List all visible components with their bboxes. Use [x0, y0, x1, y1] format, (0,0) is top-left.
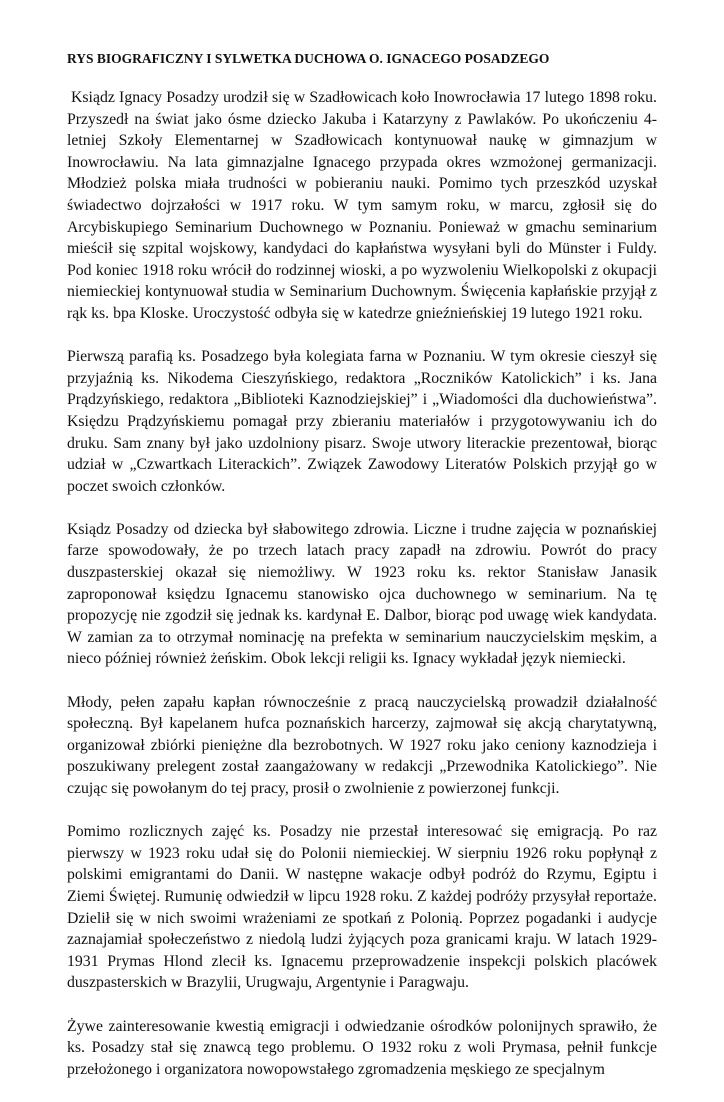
paragraph-first-parish: Pierwszą parafią ks. Posadzego była kolegiata farna w Poznaniu. W tym okresie cieszył się przyjaźnią ks. Nikodema Cieszyńskiego, redaktora „Roczników Katolickich” i ks. Jana Prądzyńskiego, redaktora „Biblioteki Kaznodziejskiej” i „Wiadomości dla duchowieństwa”. Księdzu Prądzyńskiemu pomagał przy zbieraniu materiałów i przygotowywaniu ich do druku. Sam znany był jako uzdolniony pisarz. Swoje utwory literackie prezentował, biorąc udział w „Czwartkach Literackich”. Związek Zawodowy Literatów Polskich przyjął go w poczet swoich członków. [67, 348, 657, 495]
paragraph-social-work: Młody, pełen zapału kapłan równocześnie z pracą nauczycielską prowadził działalność społeczną. Był kapelanem hufca poznańskich harcerzy, zajmował się akcją charytatywną, organizował zbiórki pieniężne dla bezrobotnych. W 1927 roku jako ceniony kaznodzieja i poszukiwany prelegent został zaangażowany w redakcji „Przewodnika Katolickiego”. Nie czując się powołanym do tej pracy, prosił o zwolnienie z powierzonej funkcji. [67, 693, 657, 797]
paragraph-emigration-expertise: Żywe zainteresowanie kwestią emigracji i odwiedzanie ośrodków polonijnych sprawiło, że ks. Posadzy stał się znawcą tego problemu. O 1932 roku z woli Prymasa, pełnił funkcje przełożonego i organizatora nowopowstałego zgromadzenia męskiego ze specjalnym [67, 1017, 657, 1078]
document-page [67, 50, 657, 1102]
paragraph-health-and-teaching: Ksiądz Posadzy od dziecka był słabowitego zdrowia. Liczne i trudne zajęcia w poznańskiej farze spowodowały, że po trzech latach pracy zapadł na zdrowiu. Powrót do pracy duszpasterskiej okazał się niemożliwy. W 1923 roku ks. rektor Stanisław Janasik zaproponował księdzu Ignacemu stanowisko ojca duchownego w seminarium. Na tę propozycję nie zgodził się jednak ks. kardynał E. Dalbor, biorąc pod uwagę wiek kandydata. W zamian za to otrzymał nominację na prefekta w seminarium nauczycielskim męskim, a nieco później również żeńskim. Obok lekcji religii ks. Ignacy wykładał język niemiecki. [67, 520, 657, 668]
paragraph-emigration-travels: Pomimo rozlicznych zajęć ks. Posadzy nie przestał interesować się emigracją. Po raz pierwszy w 1923 roku udał się do Polonii niemieckiej. W sierpniu 1926 roku popłynął z polskimi emigrantami do Danii. W następne wakacje odbył podróż do Rzymu, Egiptu i Ziemi Świętej. Rumunię odwiedził w lipcu 1928 roku. Z każdej podróży przysyłał reportaże. Dzielił się w nich swoimi wrażeniami ze spotkań z Polonią. Poprzez pogadanki i audycje zaznajamiał społeczeństwo z niedolą ludzi żyjących poza granicami kraju. W latach 1929-1931 Prymas Hlond zlecił ks. Ignacemu przeprowadzenie inspekcji polskich placówek duszpasterskich w Brazylii, Urugwaju, Argentynie i Paragwaju. [67, 823, 657, 992]
paragraph-early-life: Ksiądz Ignacy Posadzy urodził się w Szadłowicach koło Inowrocławia 17 lutego 1898 roku. Przyszedł na świat jako ósme dziecko Jakuba i Katarzyny z Pawlaków. Po ukończeniu 4-letniej Szkoły Elementarnej w Szadłowicach kontynuował naukę w gimnazjum w Inowrocławiu. Na lata gimnazjalne Ignacego przypada okres wzmożonej germanizacji. Młodzież polska miała trudności w pobieraniu nauki. Pomimo tych przeszkód uzyskał świadectwo dojrzałości w 1917 roku. W tym samym roku, w marcu, zgłosił się do Arcybiskupiego Seminarium Duchownego w Poznaniu. Ponieważ w gmachu seminarium mieścił się szpital wojskowy, kandydaci do kapłaństwa wysyłani byli do Münster i Fuldy. Pod koniec 1918 roku wrócił do rodzinnej wioski, a po wyzwoleniu Wielkopolski z okupacji niemieckiej kontynuował studia w Seminarium Duchownym. Święcenia kapłańskie przyjął z rąk ks. bpa Kloske. Uroczystość odbyła się w katedrze gnieźnieńskiej 19 lutego 1921 roku. [67, 89, 657, 322]
document-title: RYS BIOGRAFICZNY I SYLWETKA DUCHOWA O. IGNACEGO POSADZEGO [67, 51, 550, 66]
